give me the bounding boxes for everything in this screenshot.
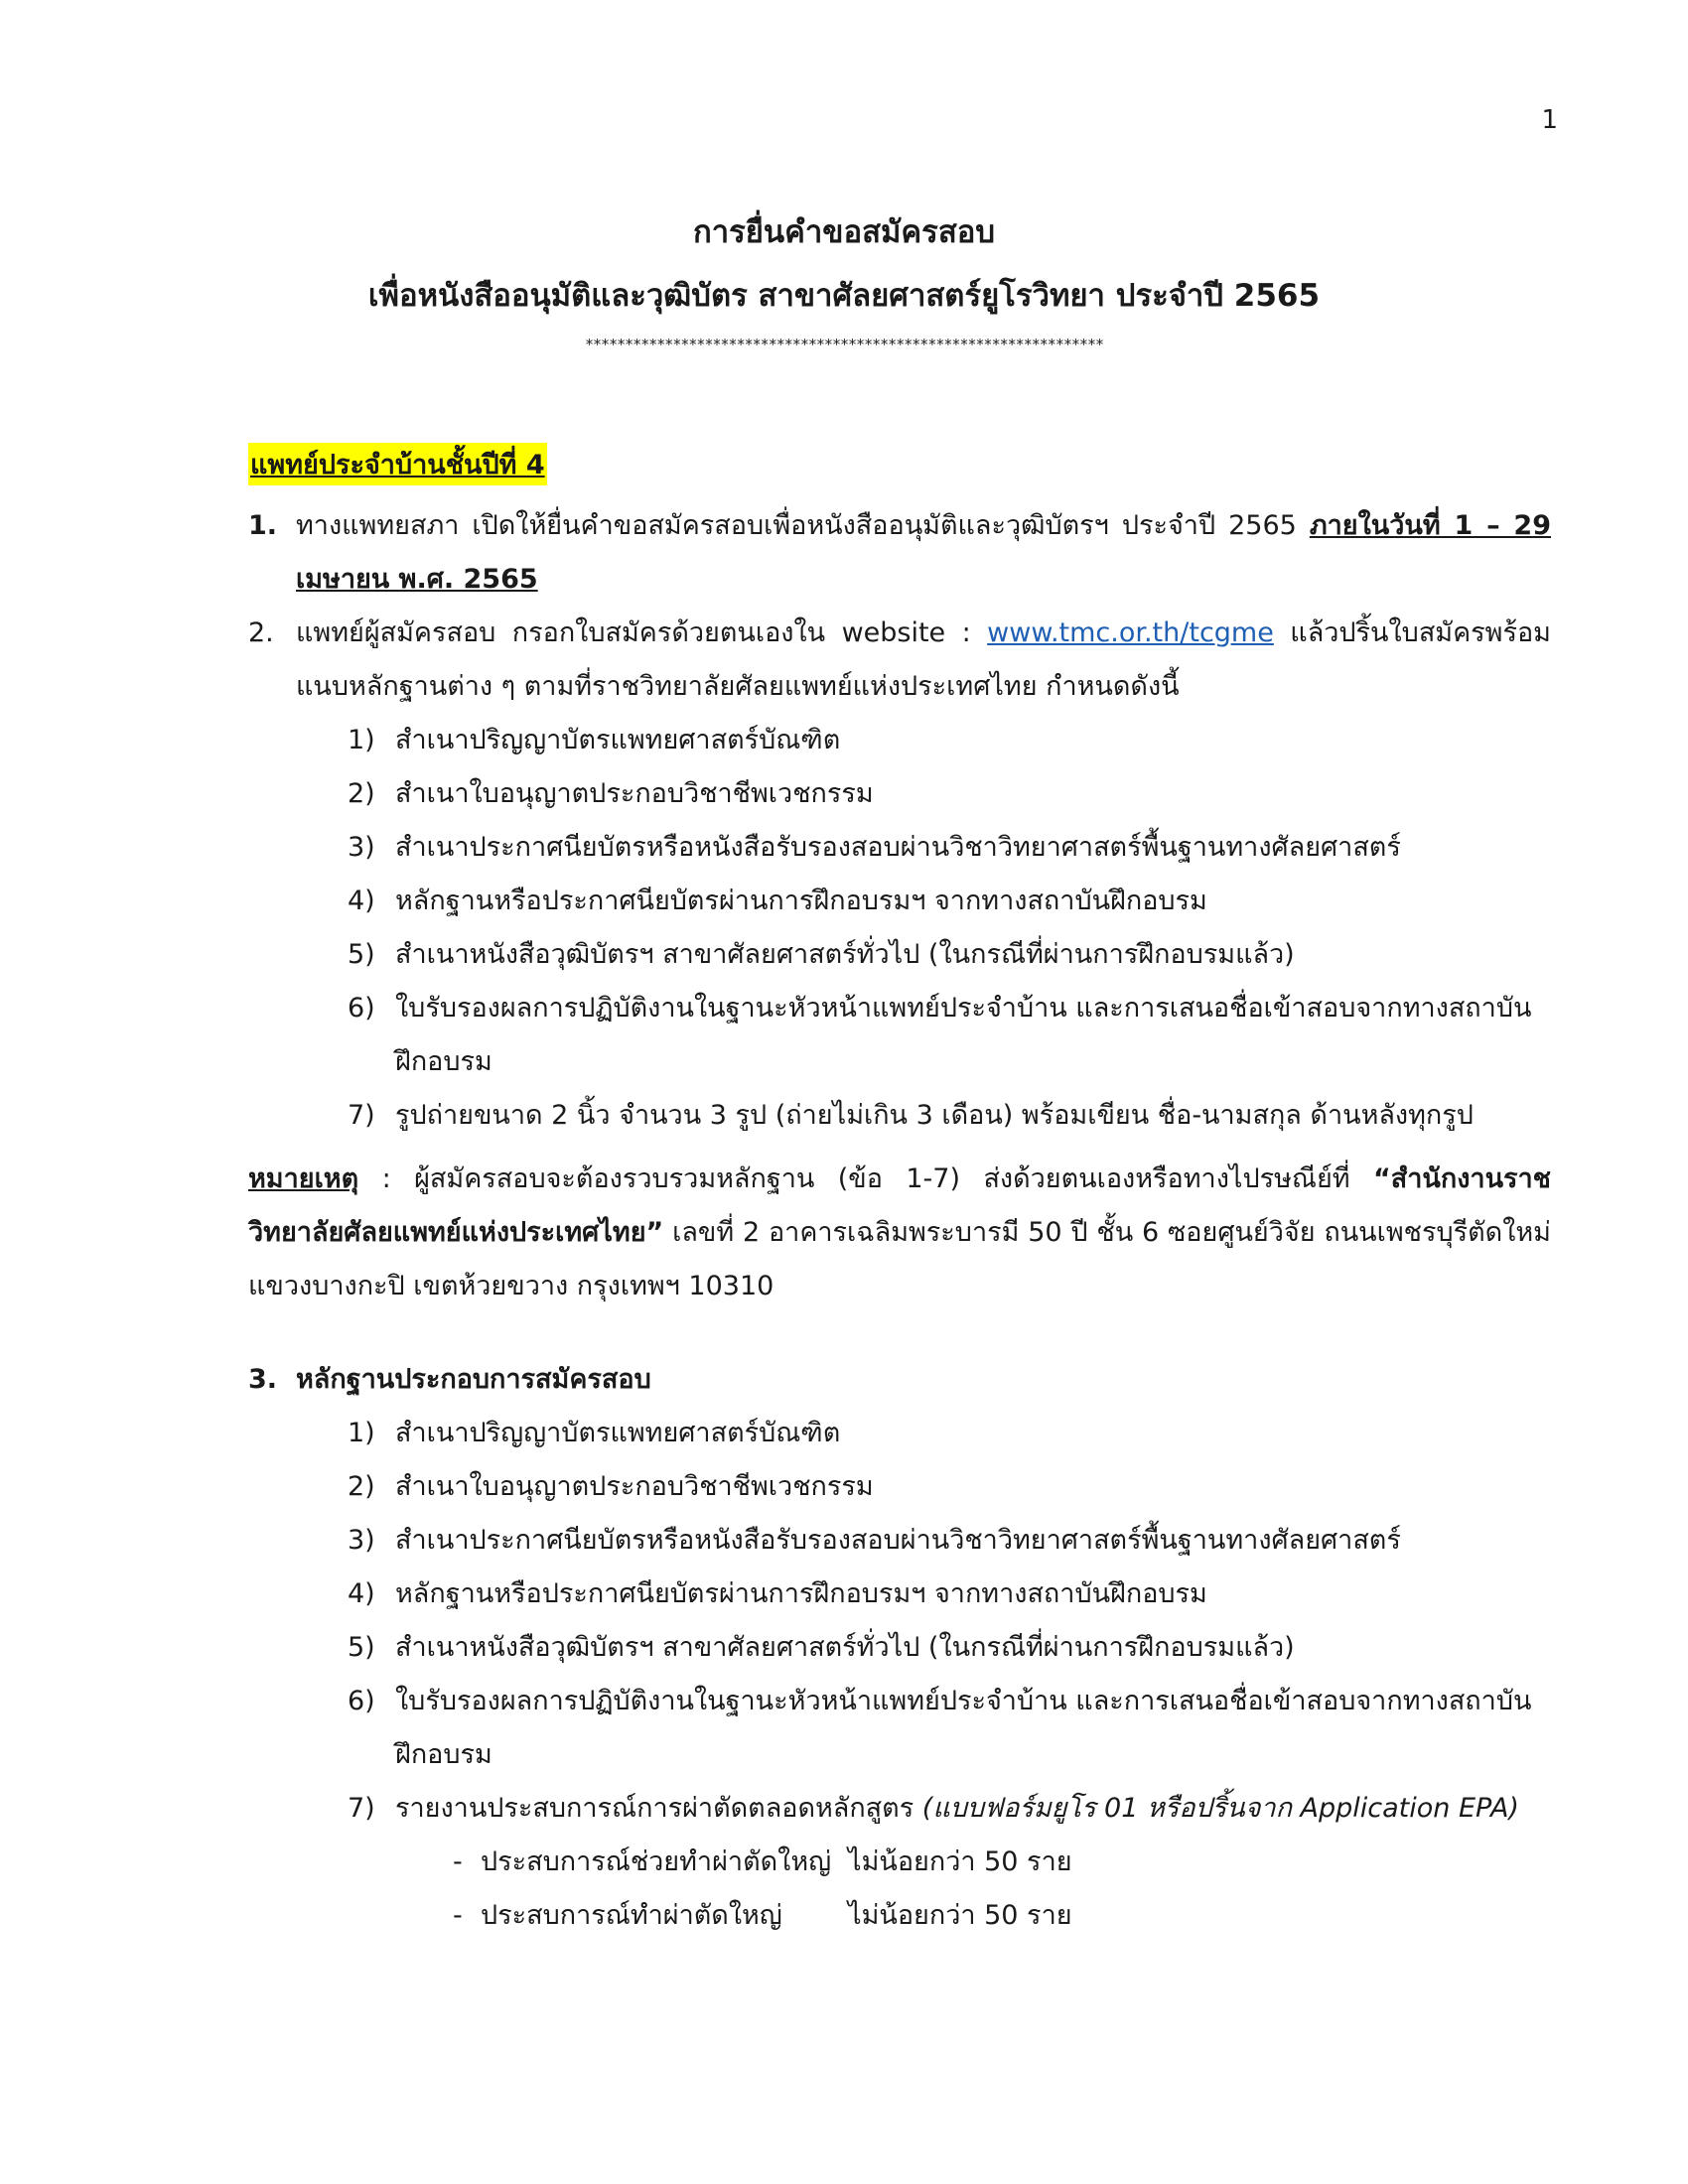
item-1: [248, 499, 1551, 607]
separator: *****************************************************************: [585, 336, 1103, 353]
list-item-number: 4): [348, 1578, 375, 1609]
title-line-2: เพื่อหนังสืออนุมัติและวุฒิบัตร สาขาศัลยศาสตร์ยูโรวิทยา ประจำปี 2565: [367, 278, 1321, 314]
note-text-before: ผู้สมัครสอบจะต้องรวบรวมหลักฐาน (ข้อ 1-7) ส่งด้วยตนเองหรือทางไปรษณีย์ที่: [414, 1163, 1350, 1194]
item-3: [248, 1353, 1551, 1407]
page-number: 1: [1541, 105, 1558, 135]
list-item-number: 5): [348, 939, 375, 970]
list-item-number: 1): [348, 725, 375, 755]
list-item-text: สำเนาหนังสือวุฒิบัตรฯ สาขาศัลยศาสตร์ทั่วไป (ในกรณีที่ผ่านการฝึกอบรมแล้ว): [395, 939, 1295, 970]
document-body: [248, 443, 1551, 1943]
experience-label: ประสบการณ์ช่วยทำผ่าตัดใหญ่: [481, 1846, 832, 1877]
list-item-number: 3): [348, 832, 375, 863]
list-item: [248, 1621, 1551, 1675]
item-1-deadline: ภายในวันที่ 1 – 29 เมษายน พ.ศ. 2565: [296, 510, 1551, 595]
dash-bullet: -: [453, 1900, 463, 1931]
item-2: [248, 607, 1551, 714]
website-link[interactable]: www.tmc.or.th/tcgme: [987, 617, 1274, 648]
list-item-number: 7): [348, 1793, 375, 1824]
title-block: [0, 201, 1688, 353]
dash-bullet: -: [453, 1846, 463, 1877]
list-item-text: สำเนาปริญญาบัตรแพทยศาสตร์บัณฑิต: [395, 725, 841, 755]
list-item-text: ใบรับรองผลการปฏิบัติงานในฐานะหัวหน้าแพทย์ประจำบ้าน และการเสนอชื่อเข้าสอบจากทางสถาบันฝึกอบรม: [395, 993, 1532, 1077]
list-item: [248, 821, 1551, 875]
list-item-text: สำเนาประกาศนียบัตรหรือหนังสือรับรองสอบผ่านวิชาวิทยาศาสตร์พื้นฐานทางศัลยศาสตร์: [395, 1525, 1401, 1556]
list-item-text: รูปถ่ายขนาด 2 นิ้ว จำนวน 3 รูป (ถ่ายไม่เกิน 3 เดือน) พร้อมเขียน ชื่อ-นามสกุล ด้านหลังทุกรูป: [395, 1100, 1474, 1131]
list-item-number: 4): [348, 886, 375, 916]
list-item: [248, 1407, 1551, 1460]
experience-row: [248, 1889, 1551, 1943]
list-item: [248, 767, 1551, 821]
list-item-number: 6): [348, 1686, 375, 1716]
section-heading-wrap: [248, 443, 1551, 485]
note-paragraph: [248, 1153, 1551, 1313]
note-colon: :: [358, 1163, 391, 1194]
item-2-text-after: แล้วปริ้นใบสมัครพร้อมแนบหลักฐานต่าง ๆ ตามที่ราชวิทยาลัยศัลยแพทย์แห่งประเทศไทย กำหนดดังนี้: [296, 617, 1551, 702]
list-item-text: สำเนาใบอนุญาตประกอบวิชาชีพเวชกรรม: [395, 778, 874, 809]
section-heading: แพทย์ประจำบ้านชั้นปีที่ 4: [248, 443, 547, 485]
experience-label: ประสบการณ์ทำผ่าตัดใหญ่: [481, 1900, 782, 1931]
list-item: [248, 928, 1551, 982]
item-1-text: ทางแพทยสภา เปิดให้ยื่นคำขอสมัครสอบเพื่อหนังสืออนุมัติและวุฒิบัตรฯ ประจำปี 2565: [296, 510, 1297, 541]
list-item-text: สำเนาประกาศนียบัตรหรือหนังสือรับรองสอบผ่านวิชาวิทยาศาสตร์พื้นฐานทางศัลยศาสตร์: [395, 832, 1401, 863]
list-item-text: หลักฐานหรือประกาศนียบัตรผ่านการฝึกอบรมฯ จากทางสถาบันฝึกอบรม: [395, 1578, 1207, 1609]
list-item: [248, 1568, 1551, 1621]
list-item-number: 2): [348, 1471, 375, 1502]
list-item: [248, 714, 1551, 767]
list-item: [248, 1460, 1551, 1514]
note-office-name: “สำนักงานราชวิทยาลัยศัลยแพทย์แห่งประเทศไทย”: [248, 1163, 1552, 1248]
list-item: [248, 1089, 1551, 1143]
item-3-number: 3.: [248, 1364, 278, 1395]
list-item-text: สำเนาปริญญาบัตรแพทยศาสตร์บัณฑิต: [395, 1418, 841, 1448]
experience-row: [248, 1836, 1551, 1889]
list-item-text: รายงานประสบการณ์การผ่าตัดตลอดหลักสูตร: [395, 1793, 914, 1824]
list-item-text: ใบรับรองผลการปฏิบัติงานในฐานะหัวหน้าแพทย์ประจำบ้าน และการเสนอชื่อเข้าสอบจากทางสถาบันฝึกอบรม: [395, 1686, 1532, 1770]
list-item-text: สำเนาใบอนุญาตประกอบวิชาชีพเวชกรรม: [395, 1471, 874, 1502]
experience-minimum: ไม่น้อยกว่า 50 ราย: [848, 1846, 1072, 1877]
item-2-number: 2.: [248, 617, 274, 648]
list-item: [248, 982, 1551, 1089]
list-item-number: 2): [348, 778, 375, 809]
note-label: หมายเหตุ: [248, 1163, 359, 1194]
list-item-number: 7): [348, 1100, 375, 1131]
list-item: [248, 1514, 1551, 1568]
list-item-text: หลักฐานหรือประกาศนียบัตรผ่านการฝึกอบรมฯ จากทางสถาบันฝึกอบรม: [395, 886, 1207, 916]
note-address: เลขที่ 2 อาคารเฉลิมพระบารมี 50 ปี ชั้น 6 ซอยศูนย์วิจัย ถนนเพชรบุรีตัดใหม่ แขวงบางกะปิ เขตห้วยขวาง กรุงเทพฯ 10310: [248, 1217, 1551, 1301]
list-item-number: 1): [348, 1418, 375, 1448]
form-reference-note: (แบบฟอร์มยูโร 01 หรือปริ้นจาก Application EPA): [921, 1793, 1519, 1824]
item-1-number: 1.: [248, 510, 278, 541]
item-2-text-before: แพทย์ผู้สมัครสอบ กรอกใบสมัครด้วยตนเองใน website :: [296, 617, 971, 648]
list-item: [248, 1675, 1551, 1782]
list-item-number: 5): [348, 1632, 375, 1663]
list-item-number: 3): [348, 1525, 375, 1556]
title-line-1: การยื่นคำขอสมัครสอบ: [692, 214, 996, 250]
item-3-heading: หลักฐานประกอบการสมัครสอบ: [296, 1364, 651, 1395]
list-item-text: สำเนาหนังสือวุฒิบัตรฯ สาขาศัลยศาสตร์ทั่วไป (ในกรณีที่ผ่านการฝึกอบรมแล้ว): [395, 1632, 1295, 1663]
list-item-number: 6): [348, 993, 375, 1024]
list-item: [248, 1782, 1551, 1836]
experience-minimum: ไม่น้อยกว่า 50 ราย: [848, 1900, 1072, 1931]
list-item: [248, 875, 1551, 928]
